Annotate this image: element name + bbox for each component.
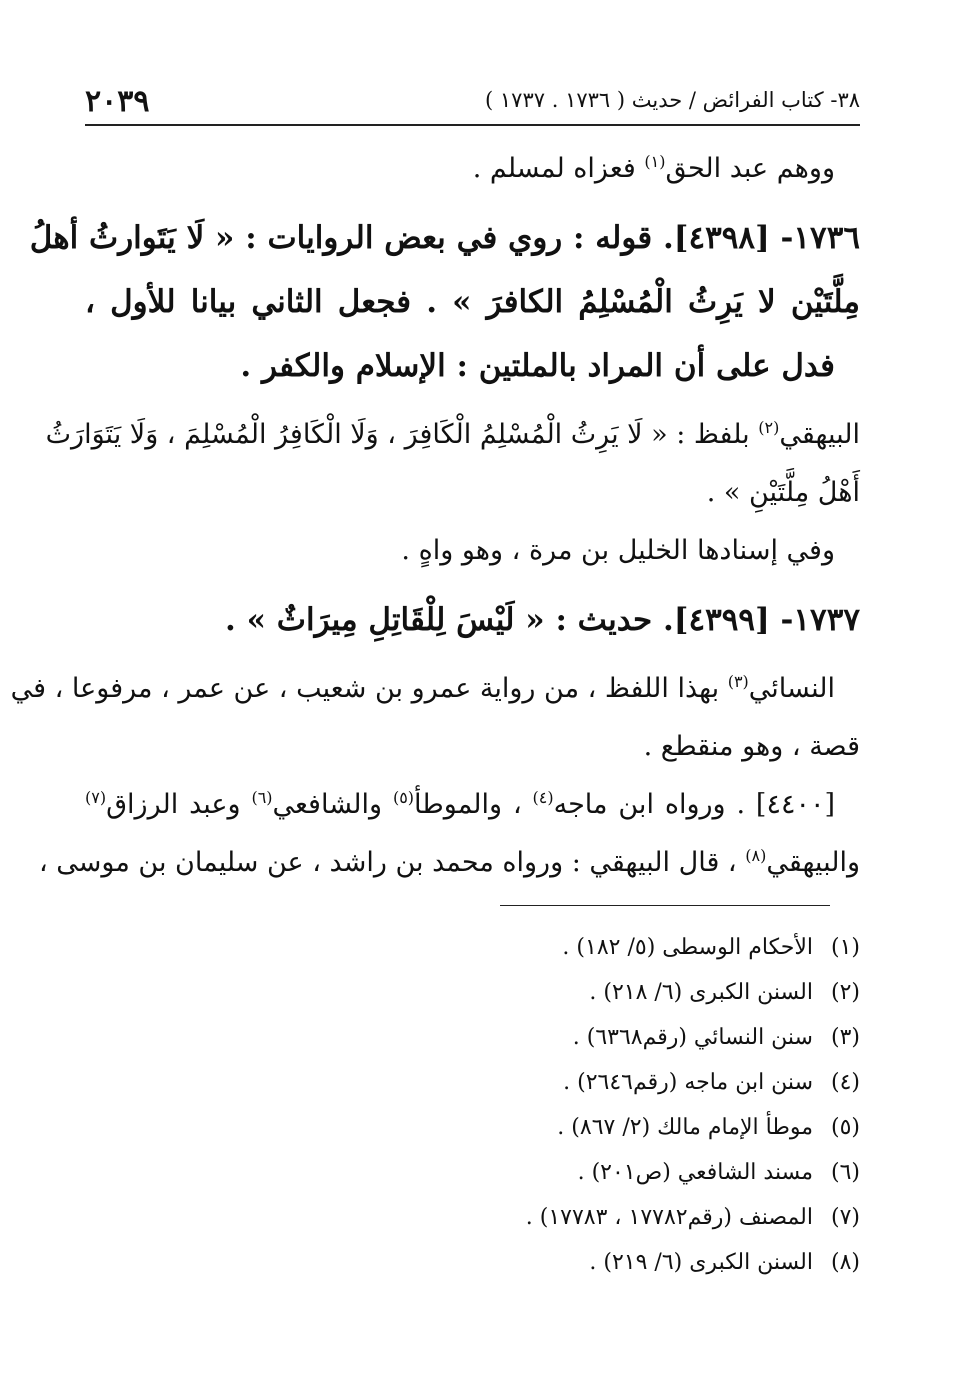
footnote-number: (٤) — [830, 1070, 860, 1095]
footnote-text: السنن الكبرى (٦/ ٢١٩) . — [589, 1250, 813, 1275]
footnote-ref[interactable]: (٣) — [727, 672, 749, 691]
footnote — [85, 1105, 860, 1150]
hadith-line: ١٧٣٧- [٤٣٩٩]. حديث : « لَيْسَ لِلْقَاتِلِ مِيرَاثٌ » . — [225, 602, 860, 638]
footnote-number: (٨) — [830, 1250, 860, 1275]
footnote-number: (١) — [830, 935, 860, 960]
page-number: ٢٠٣٩ — [85, 84, 150, 119]
hadith-1737 — [85, 588, 860, 652]
main-text — [10, 140, 860, 892]
footnote — [85, 925, 860, 970]
text-line: أَهْلُ مِلَّتَيْنِ » . — [706, 477, 860, 508]
text-line: والبيهقي$^{(٨)}$ ، قال البيهقي : ورواه محمد بن راشد ، عن سليمان بن موسى ، — [38, 846, 860, 878]
footnotes — [85, 925, 860, 1285]
footnote-text: مسند الشافعي (ص٢٠١) . — [577, 1160, 813, 1185]
footnote-ref[interactable]: (٦) — [251, 788, 273, 807]
text-line: النسائي$^{(٣)}$ بهذا اللفظ ، من رواية عمرو بن شعيب ، عن عمر ، مرفوعا ، في — [10, 672, 835, 704]
footnote-number: (٢) — [830, 980, 860, 1005]
footnote-ref[interactable]: (٤) — [532, 788, 554, 807]
footnote-text: موطأ الإمام مالك (٢/ ٨٦٧) . — [557, 1115, 813, 1140]
footnote — [85, 1150, 860, 1195]
footnote-number: (٦) — [830, 1160, 860, 1185]
footnote-text: الأحكام الوسطى (٥/ ١٨٢) . — [562, 935, 813, 960]
footnote-text: سنن ابن ماجه (رقم٢٦٤٦) . — [563, 1070, 813, 1095]
footnote-separator — [500, 905, 830, 906]
text-line: البيهقي$^{(٢)}$ بلفظ : « لَا يَرِثُ الْمُسْلِمُ الْكَافِرَ ، وَلَا الْكَافِرُ الْمُسْلِمَ ، وَلَا يَتَوَارَثُ — [45, 418, 860, 450]
footnote-text: المصنف (رقم١٧٧٨٢ ، ١٧٧٨٣) . — [525, 1205, 813, 1230]
footnote-ref[interactable]: (٥) — [392, 788, 415, 807]
text-line: [٤٤٠٠] . ورواه ابن ماجه$^{(٤)}$ ، والموطأ$^{(٥)}$ والشافعي$^{(٦)}$ وعبد الرزاق$^{(٧)}$ — [85, 788, 836, 820]
footnote-ref[interactable]: (١) — [644, 152, 666, 171]
footnote — [85, 1060, 860, 1105]
hadith-line: ١٧٣٦- [٤٣٩٨]. قوله : روي في بعض الروايات : « لَا يَتَوارثُ أهلُ — [29, 220, 860, 256]
hadith-line: فدل على أن المراد بالملتين : الإسلام والكفر . — [240, 348, 835, 384]
footnote-number: (٥) — [830, 1115, 860, 1140]
paragraph-ibn-majah — [38, 776, 860, 892]
paragraph-isnad — [85, 522, 860, 580]
footnote-ref[interactable]: (٢) — [758, 418, 780, 437]
hadith-line: مِلَّتَيْن لا يَرِثُ الْمُسْلِمُ الكافرَ » . فجعل الثاني بيانا للأول ، — [85, 284, 860, 320]
text-line: ووهم عبد الحق$^{(١)}$ فعزاه لمسلم . — [472, 152, 835, 184]
paragraph-bayhaqi — [45, 406, 860, 522]
hadith-1736 — [29, 206, 860, 398]
footnote — [85, 1015, 860, 1060]
footnote-text: السنن الكبرى (٦/ ٢١٨) . — [589, 980, 813, 1005]
text-line: وفي إسنادها الخليل بن مرة ، وهو واهٍ . — [401, 535, 835, 566]
footnote-number: (٣) — [830, 1025, 860, 1050]
footnote-number: (٧) — [830, 1205, 860, 1230]
running-title: ٣٨- كتاب الفرائض / حديث ( ١٧٣٦ . ١٧٣٧ ) — [485, 88, 860, 112]
footnote — [85, 1195, 860, 1240]
footnote-ref[interactable]: (٨) — [745, 846, 767, 865]
text-line: قصة ، وهو منقطع . — [643, 731, 860, 762]
footnote-text: سنن النسائي (رقم٦٣٦٨) . — [572, 1025, 813, 1050]
footnote — [85, 970, 860, 1015]
footnote-ref[interactable]: (٧) — [85, 788, 107, 807]
page-header — [85, 82, 860, 126]
footnote — [85, 1240, 860, 1285]
paragraph-nasai — [10, 660, 860, 776]
paragraph-wahm — [85, 140, 860, 198]
